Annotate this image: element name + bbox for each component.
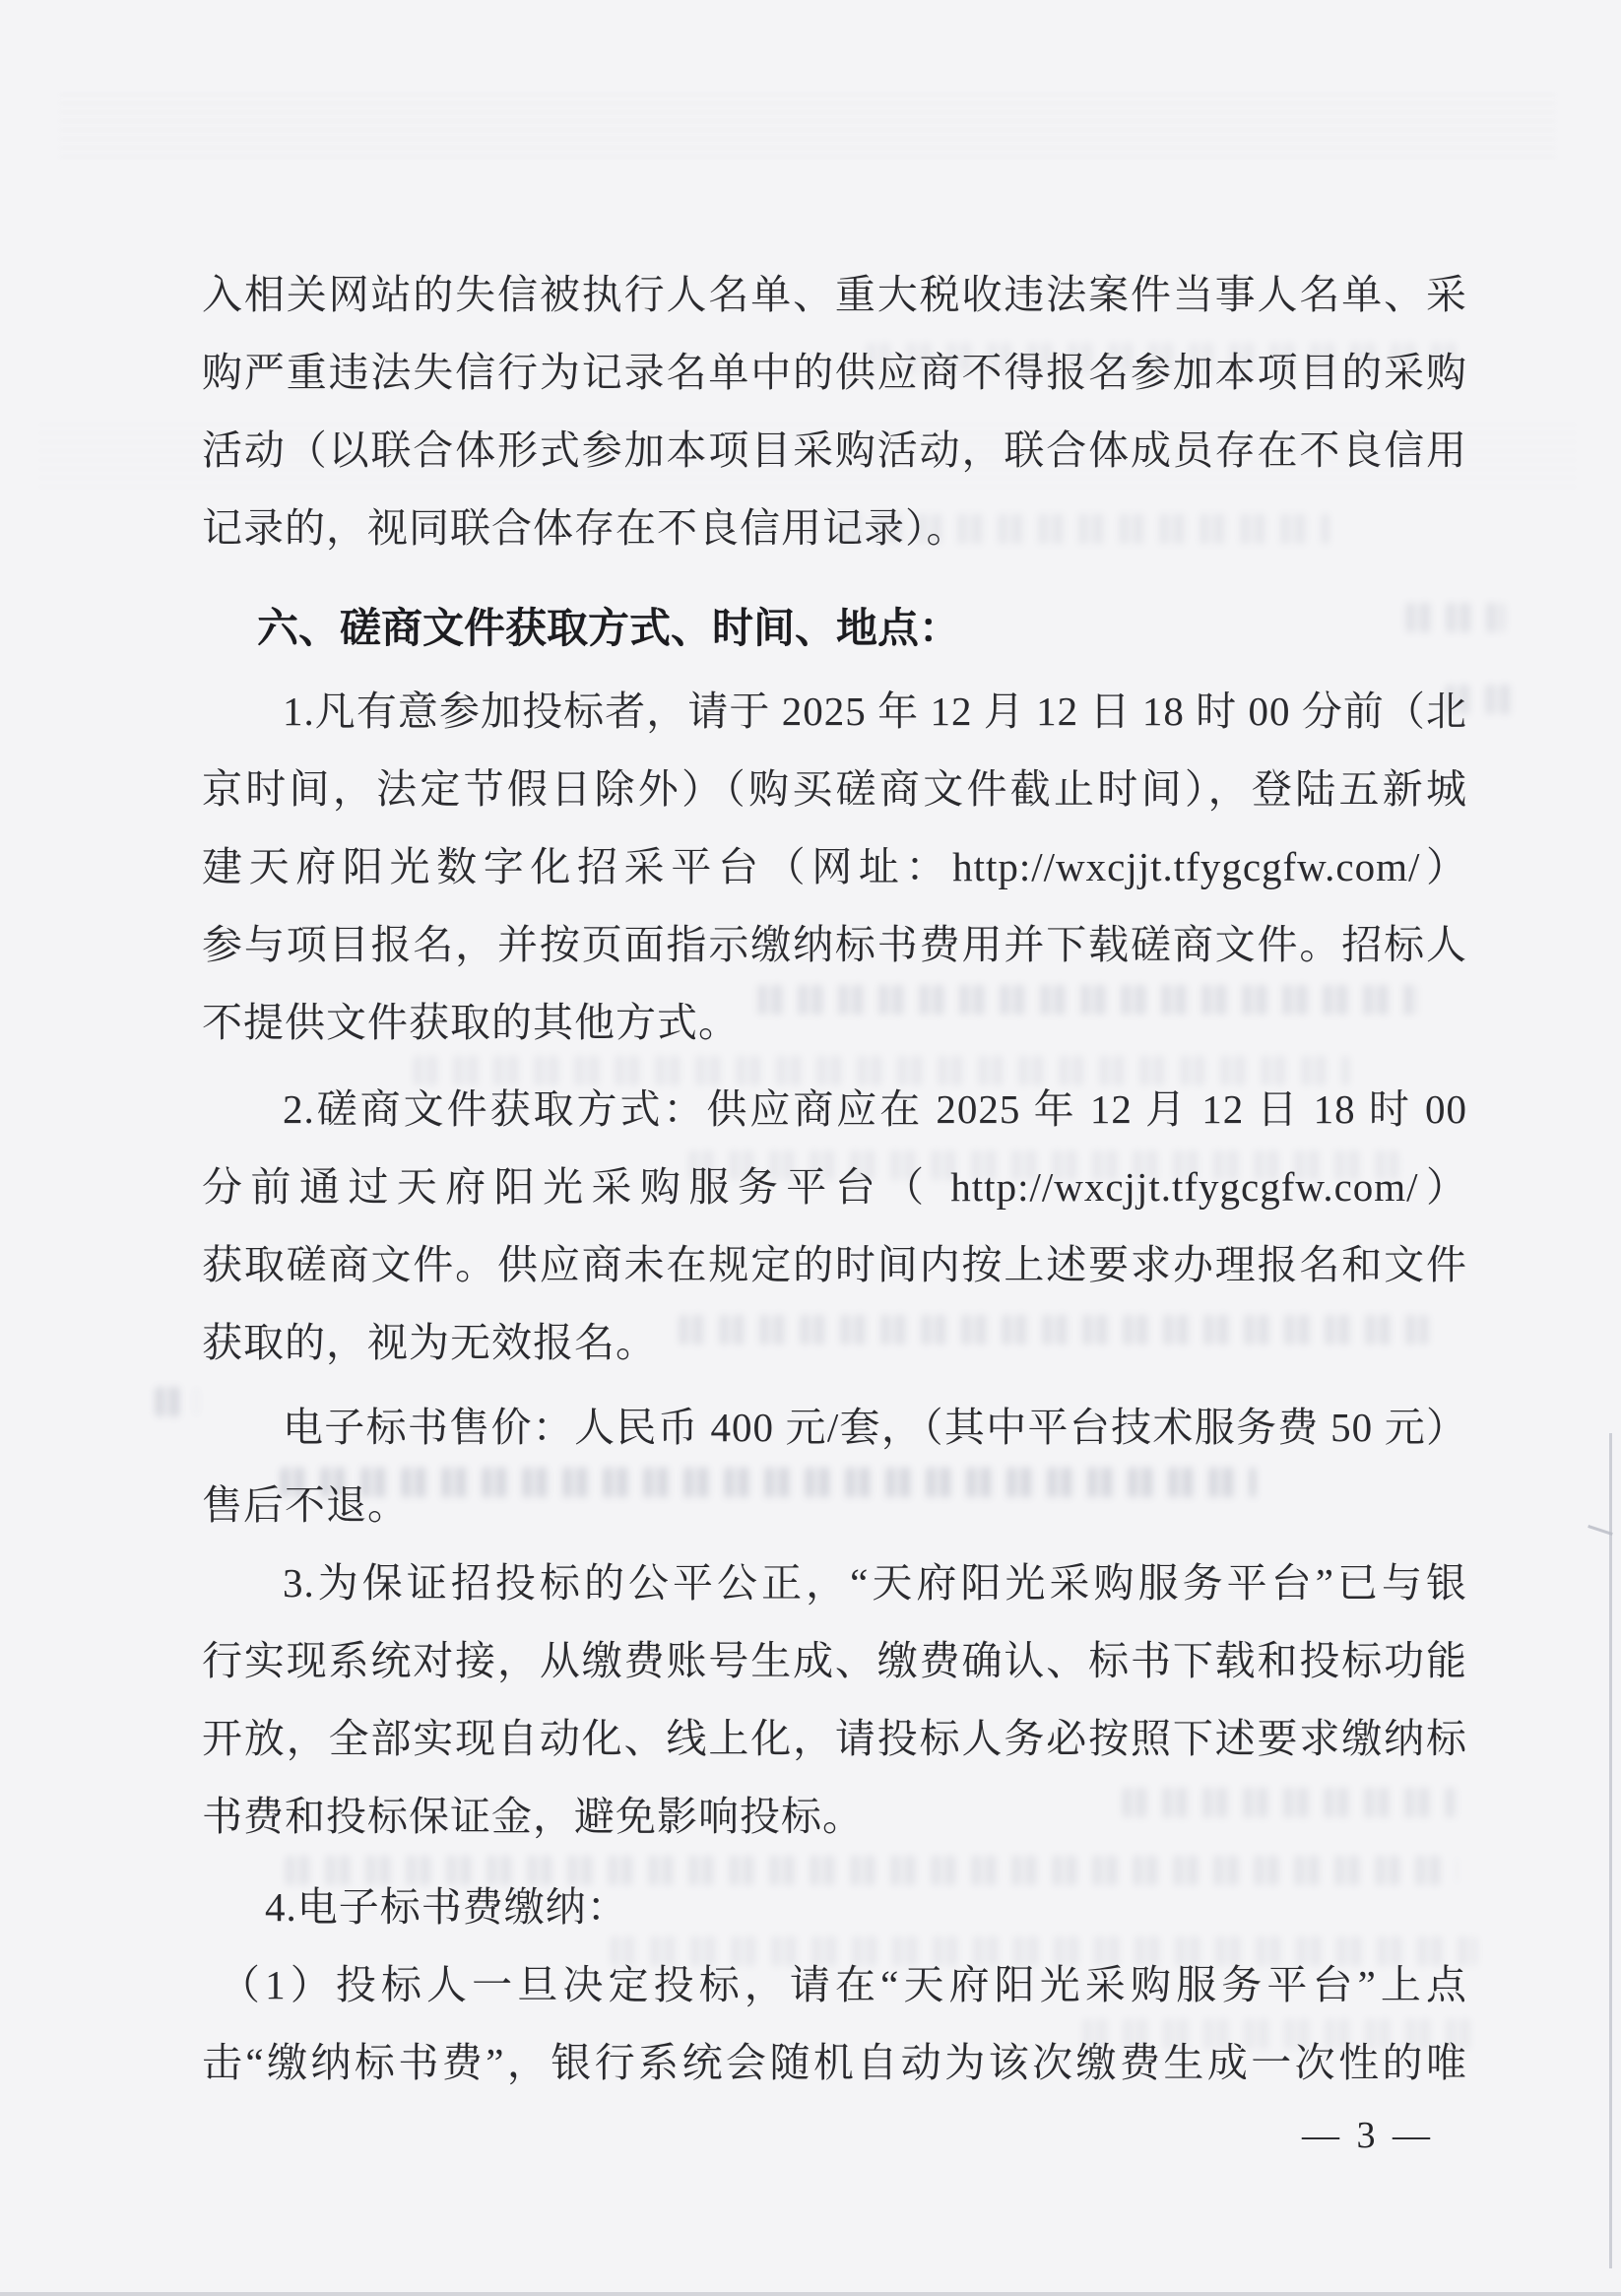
text-line: 电子标书售价：人民币 400 元/套，（其中平台技术服务费 50 元） bbox=[283, 1405, 1467, 1450]
text-line: 活动（以联合体形式参加本项目采购活动，联合体成员存在不良信用 bbox=[202, 427, 1467, 473]
text-line: 不提供文件获取的其他方式。 bbox=[202, 1000, 740, 1045]
text-line: 书费和投标保证金，避免影响投标。 bbox=[202, 1794, 864, 1839]
text-line: 分前通过天府阳光采购服务平台（ http://wxcjjt.tfygcgfw.com/） bbox=[202, 1164, 1467, 1210]
text-line: 4.电子标书费缴纳： bbox=[265, 1884, 628, 1930]
text-line: 记录的，视同联合体存在不良信用记录）。 bbox=[202, 505, 968, 551]
text-line: 建天府阳光数字化招采平台（网址：http://wxcjjt.tfygcgfw.com/） bbox=[202, 844, 1467, 889]
paragraph-price-note bbox=[202, 1389, 1467, 1544]
section-heading: 六、磋商文件获取方式、时间、地点： bbox=[257, 605, 961, 651]
paragraph-item4-sub1 bbox=[202, 1946, 1467, 2102]
document-body bbox=[202, 256, 1467, 2102]
text-line: 购严重违法失信行为记录名单中的供应商不得报名参加本项目的采购 bbox=[202, 350, 1467, 395]
text-line: 入相关网站的失信被执行人名单、重大税收违法案件当事人名单、采 bbox=[202, 272, 1467, 317]
text-line: 参与项目报名，并按页面指示缴纳标书费用并下载磋商文件。招标人 bbox=[202, 922, 1467, 967]
paragraph-item2 bbox=[202, 1071, 1467, 1382]
scan-edge-artifact bbox=[1609, 1433, 1612, 2268]
text-line: 3.为保证招投标的公平公正，“天府阳光采购服务平台”已与银 bbox=[283, 1560, 1467, 1606]
page-number: — 3 — bbox=[1302, 2115, 1434, 2156]
text-line: 开放，全部实现自动化、线上化，请投标人务必按照下述要求缴纳标 bbox=[202, 1716, 1467, 1761]
text-line: 1.凡有意参加投标者，请于 2025 年 12 月 12 日 18 时 00 分前（北 bbox=[283, 689, 1467, 734]
text-line: 售后不退。 bbox=[202, 1482, 409, 1528]
text-line: 获取磋商文件。供应商未在规定的时间内按上述要求办理报名和文件 bbox=[202, 1242, 1467, 1287]
paragraph-item4-heading bbox=[202, 1869, 1467, 1946]
text-line: 击“缴纳标书费”，银行系统会随机自动为该次缴费生成一次性的唯 bbox=[202, 2040, 1467, 2085]
text-line: 获取的，视为无效报名。 bbox=[202, 1320, 657, 1365]
bleedthrough-artifact bbox=[156, 1387, 197, 1416]
scan-edge-artifact bbox=[0, 2292, 1621, 2296]
paragraph-item1 bbox=[202, 673, 1467, 1062]
text-line: 行实现系统对接，从缴费账号生成、缴费确认、标书下载和投标功能 bbox=[202, 1638, 1467, 1683]
text-line: 京时间，法定节假日除外）（购买磋商文件截止时间），登陆五新城 bbox=[202, 766, 1467, 812]
text-line: （1）投标人一旦决定投标，请在“天府阳光采购服务平台”上点 bbox=[220, 1962, 1467, 2007]
paragraph-carryover bbox=[202, 256, 1467, 567]
paragraph-item3 bbox=[202, 1544, 1467, 1856]
text-line: 2.磋商文件获取方式：供应商应在 2025 年 12 月 12 日 18 时 00 bbox=[283, 1086, 1467, 1132]
scan-texture-artifact bbox=[59, 94, 1556, 163]
